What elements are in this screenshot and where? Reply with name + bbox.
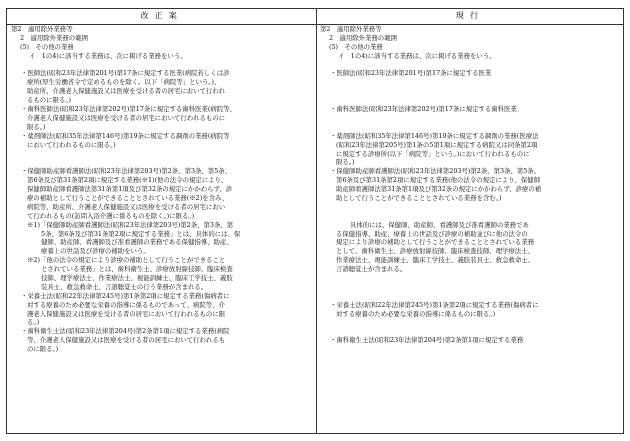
note-cont: 5条、第6条及び第31条第2項に規定する業務」とは、具体的には、保	[41, 229, 241, 238]
list-item: ・歯科衛生士法(昭和23年法律第204号)第2条第1項に規定する業務(病院	[21, 327, 230, 336]
list-item-cont: て行われるもの(訪問入浴介護に係るものを除く。)に限る。)	[27, 211, 195, 220]
list-item-cont: において行われるものに限る。)	[27, 140, 116, 149]
list-item-cont: 対する療養のため必要な栄養の指導に係るものに限る。)	[336, 309, 496, 318]
revised-column	[11, 25, 311, 354]
explanation-cont: 言語聴覚士が含まれる。	[336, 265, 407, 274]
explanation-cont: る保健指導、助産、療養上の世話及び診療の補助並びに他の法令の	[336, 229, 528, 238]
list-item: ・栄養士法(昭和22年法律第245号)第1条第2項に規定する業務(傷病者に	[21, 291, 230, 300]
list-item: ・薬剤師法(昭和35年法律第146号)第19条に規定する調剤の業務(医療法	[330, 131, 539, 140]
explanation-cont: 作業療法士、視能訓練士、臨床工学技士、義肢装具士、救急救命士、	[336, 256, 535, 265]
list-item: ・薬剤師法(昭和35年法律第146号)第19条に規定する調剤の業務(病院等	[21, 131, 230, 140]
revised-column-title: 改正案	[140, 10, 183, 20]
note-cont: 健師、助産師、看護師及び准看護師の業務である保健指導、助産、	[41, 238, 233, 247]
list-item-cont: 助産師看護師法第31条第1項及び第32条の規定にかかわらず、診療の補	[336, 185, 542, 194]
note: ※1)「保健師助産師看護師法(昭和23年法律第203号)第2条、第3条、第	[27, 220, 234, 229]
section-heading: 第2 適用除外業務等	[11, 25, 73, 33]
explanation: 具体的には、保健師、助産師、看護師及び准看護師の業務であ	[350, 220, 529, 229]
explanation-cont: 規定により診療の補助として行うことができることとされている業務	[336, 238, 535, 247]
current-column-title: 現行	[455, 10, 485, 20]
list-item-cont: る。)	[27, 318, 40, 327]
table-header	[7, 9, 623, 25]
list-item: ・歯科医師法(昭和23年法律第202号)第17条に規定する歯科医業(病院等、	[21, 105, 236, 114]
current-column	[320, 25, 618, 345]
list-item-cont: 助産所、介護老人保健施設又は医療を受ける者の居宅において行われ	[27, 87, 226, 96]
note-cont: 装具士、救急救命士、言語聴覚士の行う業務が含まれる。	[41, 282, 208, 291]
comparison-table	[6, 8, 624, 434]
note-cont: 療養上の世話及び診療の補助をいう。	[41, 247, 150, 256]
item-heading: (5) その他の業務	[329, 42, 383, 51]
list-item-cont: (昭和23年法律第205号)第1条の5第1項に規定する病院又は同条第2項	[336, 140, 538, 149]
list-item-cont: に規定する診療所(以下「病院等」という。)において行われるものに	[336, 149, 530, 158]
explanation-cont: として、歯科衛生士、診療放射線技師、臨床検査技師、理学療法士、	[336, 247, 534, 256]
list-item-cont: のに限る。)	[27, 345, 59, 354]
list-item: ・医師法(昭和23年法律第201号)第17条に規定する医業(病院若しくは診	[21, 69, 230, 78]
list-item-cont: 護老人保健施設又は医療を受ける者の居宅において行われるものに限	[27, 309, 226, 318]
list-item-cont: 病院等、助産所、介護老人保健施設又は医療を受ける者の居宅におい	[27, 202, 226, 211]
list-item-cont: 限る。)	[336, 158, 355, 167]
list-item-cont: 対する療養のため必要な栄養の指導に係るものであって、病院等、介	[27, 300, 225, 309]
list-item-cont: 第6条及び第31条第2項に規定する業務(他の法令の規定により、保健師	[336, 176, 541, 185]
list-item: ・歯科医師法(昭和23年法律第202号)第17条に規定する歯科医業	[330, 105, 517, 114]
section-heading: 第2 適用除外業務等	[320, 25, 382, 33]
list-item: ・医師法(昭和23年法律第201号)第17条に規定する医業	[330, 69, 492, 78]
list-item-cont: 第6条及び第31条第2項に規定する業務(※1)(他の法令の規定により、	[27, 176, 228, 185]
list-item-cont: 助として行うことができることとされている業務を含む。)	[336, 193, 502, 202]
item-intro: イ 1の4)に該当する業務は、次に掲げる業務をいう。	[338, 51, 496, 60]
list-item: ・栄養士法(昭和22年法律第245号)第1条第2項に規定する業務(傷病者に	[330, 300, 539, 309]
list-item-cont: 等、介護老人保健施設又は医療を受ける者の居宅において行われるも	[27, 336, 226, 345]
list-item-cont: 介護老人保健施設又は医療を受ける者の居宅において行われるものに	[27, 113, 226, 122]
list-item-cont: 保健師助産師看護師法第31条第1項及び第32条の規定にかかわらず、診	[27, 185, 233, 194]
item-intro: イ 1の4)に該当する業務は、次に掲げる業務をいう。	[29, 51, 187, 60]
list-item: ・保健師助産師看護師法(昭和23年法律第203号)第2条、第3条、第5条、	[21, 167, 232, 176]
list-item-cont: 療所(厚生労働省令で定めるものを除く。以下「病院等」という。)、	[27, 78, 221, 87]
note-cont: 技師、理学療法士、作業療法士、視能訓練士、臨床工学技士、義肢	[41, 273, 233, 282]
list-item-cont: 療の補助として行うことができることとされている業務(※2)を含み、	[27, 193, 229, 202]
subsection-heading: 2 適用除外業務の範囲	[20, 33, 88, 42]
list-item-cont: 限る。)	[27, 122, 46, 131]
subsection-heading: 2 適用除外業務の範囲	[329, 33, 397, 42]
list-item-cont: るものに限る。)	[27, 96, 72, 105]
note-cont: とされている業務」とは、歯科衛生士、診療放射線技師、臨床検査	[41, 265, 233, 274]
column-divider	[316, 9, 317, 433]
item-heading: (5) その他の業務	[20, 42, 74, 51]
note: ※2)「他の法令の規定により診療の補助として行うことができること	[27, 256, 226, 265]
list-item: ・歯科衛生士法(昭和23年法律第204号)第2条第1項に規定する業務	[330, 336, 524, 345]
list-item: ・保健師助産師看護師法(昭和23年法律第203号)第2条、第3条、第5条、	[330, 167, 541, 176]
